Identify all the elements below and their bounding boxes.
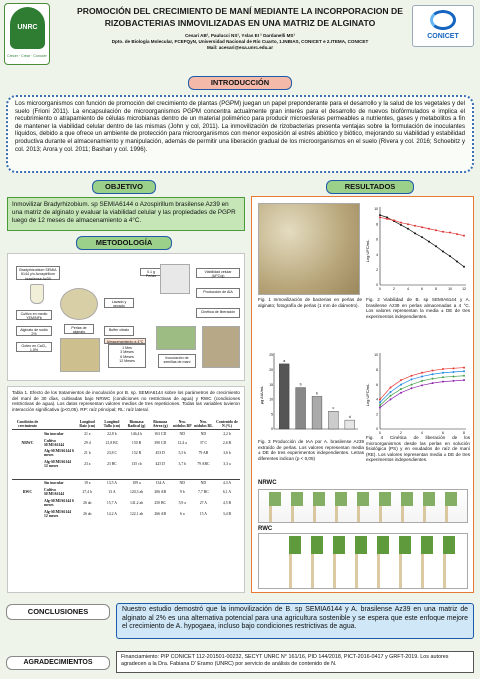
petri-photo [160,264,190,294]
unrc-motto: Crecer · Crear · Conocer [7,54,47,58]
rwc-plants-photo [258,533,468,589]
table-cell: 453 D [155,451,165,456]
table-group-cell [12,448,43,459]
unrc-seal: UNRC [10,7,45,49]
x-tick-label: 6 [442,431,444,435]
table-header-cell: Contenido de N (%) [214,418,240,430]
fig4-chart [364,347,470,439]
x-tick-label: 0 [379,287,381,291]
data-point [432,378,434,380]
table-cell: 15,7 A [106,500,117,505]
data-point [432,370,434,372]
data-point [463,367,465,369]
fig4-ylabel: Log UFC/mL [365,383,370,407]
data-point [435,229,437,231]
data-point [421,226,423,228]
nrwc-plants-photo [258,489,468,523]
table-group-cell: RWC [22,490,33,495]
table-cell: 2,6 B [222,440,232,445]
table-cell: 3,3 a [223,462,231,467]
table-cell: ND [193,480,214,487]
table-cell: 152 B [131,451,142,456]
table-cell: 21 b [83,451,91,456]
data-point [379,216,381,218]
x-tick-label: 6 [421,287,423,291]
fig2-marks [374,207,466,291]
data-point [456,260,458,262]
data-point [411,387,413,389]
data-point [432,382,434,384]
bar [345,420,355,429]
y-tick-label: 0 [376,427,378,432]
fig2-caption: Fig. 2 Viabilidad de B. sp SEMIA6144 y A. brasilense Az39 en perlas almacenadas a 4 °C. Los valores representan la media ± DE de tres experimentos independientes. [366,297,470,319]
photo-label-rwc: RWC [258,526,273,532]
data-point [428,228,430,230]
table-cell: 21 a [84,431,91,436]
table-cell: 26 ab [83,511,92,516]
table-cell: 5,9 a [178,500,186,505]
table-row [12,459,240,470]
seedlings-photo [156,326,196,350]
data-point [390,395,392,397]
data-point [449,255,451,257]
data-point [411,378,413,380]
table-cell: 122,1 ab [129,511,144,516]
table-cell: 23 a [84,462,91,467]
y-tick-label: 6 [376,237,378,242]
conicet-name: CONICET [427,33,459,40]
fig1-caption: Fig. 1 Inmovilización de bacterias en perlas de alginato; fotografía de perlas (1 mm de diámetro). [258,297,362,308]
photo-label-nrwc: NRWC [258,480,277,486]
y-tick-label: 10 [374,207,378,212]
data-point [421,384,423,386]
table-cell: 13 A [108,490,116,495]
table-cell: 14,2 A [106,511,117,516]
method-release: Cinética de liberación [196,308,240,318]
affiliation: Dpto. de Biología Molecular, FCEFQyN, Universidad Nacional de Río Cuarto, 1.INBIAS, CONICET e 2.ITEMA, CONICET [111,39,369,44]
table-cell: 27 A [199,500,208,505]
table-cell: 206 AB [154,490,167,495]
data-point [421,380,423,382]
data-point [379,404,381,406]
fig4-caption: Fig. 4 Cinética de liberación de los microorganismos desde las perlas en solución fisiológica (PS) y en exudados de raíz de maní (RE). Los valores representan media ± DE de tres experimentos independientes. [366,435,470,462]
y-tick-label: 20 [269,368,273,372]
y-tick-label: 10 [269,397,273,402]
table-cell: 120,3 ab [129,490,144,495]
section-objetivo: OBJETIVO [92,180,156,194]
table-cell: 27,4 b [82,490,93,495]
table-group-cell [12,498,43,509]
data-point [428,241,430,243]
data-point [442,368,444,370]
data-point [453,375,455,377]
fig3-ylabel: µg AIA/mL [259,385,264,405]
table-cell: ND [200,431,207,436]
table-cell: 29 d [83,440,91,445]
table-cell: 23,8 C [106,451,117,456]
nrwc-roots [269,506,459,522]
table-group-cell: NRWC [21,440,34,445]
bar-letter-label: b [316,391,318,396]
fig3-marks [269,353,355,431]
table-cell: Alg-SEMIA6144 12 meses [44,509,72,518]
data-point [414,225,416,227]
table-header-cell: Nro. nódulos RP [172,419,192,428]
table-header-row [12,418,240,430]
table-cell: 3,7 b [178,462,187,467]
beads-photo [60,288,98,320]
table-cell: 12,4 a [177,440,187,445]
data-point [379,401,381,403]
data-point [463,375,465,377]
series-line [380,215,464,267]
method-iaa: Producción de AIA [196,288,240,298]
section-agradecimientos: AGRADECIMIENTOS [6,656,110,670]
data-point [442,372,444,374]
data-point [393,219,395,221]
data-point [463,235,465,237]
table-cell: 4,3 A [214,480,240,487]
table-cell: 266 AB [154,511,167,516]
agradecimientos-text: Financiamiento: PIP CONICET 112-201501-00232, SECYT UNRC N° 161/16, PID 144/2018, PICT-2016-0417 y GRFT-2019. Los autores agradecen a la Dra. Fabiana D' Eramo (UNRC) por servicio de análisis de contenido de N. [116,651,474,673]
table-cell: 141,2 ab [129,500,144,505]
x-tick-label: 8 [463,431,465,435]
table-cell: 79 AB [198,451,209,456]
table-spacer-row [12,519,240,529]
table-cell: Cultivo SEMIA6144 [44,488,65,497]
series-line [380,380,464,407]
table-body [12,430,240,529]
table-caption: Tabla 1. Efecto de los tratamientos de inoculación por B. sp. SEMIA6144 sobre los parámetros de crecimiento del maní de 30 días, cultivadas bajo NRWC (condiciones no restrictivas de agua) y RWC (condiciones restrictivas de agua). Los datos representan valores medios de tres repeticiones. Todas las variables tuvieron interacción significativa (p<0,05). RP: raíz principal; RL: raíz lateral. [12,390,240,412]
data-point [463,266,465,268]
objetivo-text: Inmovilizar Bradyrhizobium. sp SEMIA6144 o Azospirillum brasilense Az39 en una matriz de alginato y evaluar la viabilidad celular y las propiedades de PGPR luego de 12 meses de almacenamiento a 4°C. [7,197,245,231]
results-panel [251,196,474,593]
table-cell: 5,5 b [178,451,187,456]
rwc-leaves [289,536,459,554]
fig2-ylabel: Log UFC/mL [365,239,370,263]
y-tick-label: 4 [376,397,378,402]
section-intro: INTRODUCCIÓN [188,76,292,90]
table-cell: 9 b [179,490,185,495]
bar-letter-label: a [283,358,286,363]
method-plants: Inoculación de semillas de maní [158,354,196,368]
x-tick-label: 12 [462,287,466,291]
y-tick-label: 4 [376,252,378,257]
data-point [407,223,409,225]
table-header-cell [43,418,75,430]
table-cell: 425 D [155,462,165,467]
y-tick-label: 0 [271,427,273,432]
section-metodologia: METODOLOGÍA [76,236,172,250]
x-tick-label: 4 [407,287,409,291]
table-cell: Alg-SEMIA6144 12 meses [44,460,72,469]
table-cell: 79 ABC [197,462,210,467]
table-cell: 150 B [131,440,142,445]
conicet-logo [412,5,474,47]
table-cell: 23 BC [107,462,117,467]
table-cell: 19 a [75,480,100,487]
table-cell: ND [172,480,193,487]
bar [279,364,289,429]
x-tick-label: 2 [393,287,395,291]
table-cell: Sin inocular [44,431,64,436]
table-row [12,487,240,498]
table-header-cell: Biomasa Aérea (g) [149,418,172,430]
results-table [12,418,240,529]
data-point [400,224,402,226]
table-group-cell [12,508,43,519]
data-point [386,218,388,220]
data-point [411,375,413,377]
table-cell: 134 A [149,480,172,487]
table-cell: 3,4 B [222,511,232,516]
x-tick-label: 10 [448,287,452,291]
table-cell: 26 ab [83,500,92,505]
table-cell: 109 a [124,480,148,487]
data-point [379,398,381,400]
x-tick-label: 8 [435,287,437,291]
y-tick-label: 8 [376,222,378,227]
table-cell: 4,5 B [222,500,232,505]
table-row [12,430,240,437]
table-cell: 390 CD [154,440,167,445]
x-tick-label: 4 [421,431,423,435]
data-point [414,232,416,234]
method-mix: Alginato de sodio 2% [16,326,52,336]
table-header-cell: Longitud Tallo (cm) [100,418,125,430]
data-point [435,245,437,247]
authors-block [62,33,418,51]
table-row [12,508,240,519]
bar [328,411,338,429]
y-tick-label: 2 [376,268,378,272]
data-point [411,384,413,386]
bar [312,396,322,429]
table-cell: 2,2 b [223,431,231,436]
data-point [390,391,392,393]
table-header-cell: Nro. nódulos RL [193,419,213,428]
method-viability: Viabilidad celular (UFC/g) [196,268,240,278]
y-tick-label: 8 [376,368,378,372]
data-point [449,232,451,234]
data-point [421,375,423,377]
method-strains: Bradyrhizobium SEMIA 6144 y/o Azospirillum brasilense Az39 [16,266,60,280]
conicet-mark-icon [430,10,456,30]
fig3-chart [258,347,362,439]
table-header-cell: Longitud Raíz (cm) [75,418,100,430]
nrwc-leaves [269,492,459,506]
dried-beads-photo [60,338,100,372]
method-drip: Goteo en CaCl₂ 1.5% [16,342,52,352]
bar-letter-label: b [299,382,302,387]
section-resultados: RESULTADOS [326,180,414,194]
data-point [442,376,444,378]
flask-icon [30,284,44,304]
table-group-cell [12,459,43,470]
fig4-marks [374,353,465,435]
poster-title: PROMOCIÓN DEL CRECIMIENTO DE MANÍ MEDIANTE LA INCORPORACION DE RIZOBACTERIAS INMOVILIZADAS EN UNA MATRIZ DE ALGINATO [77,6,403,28]
data-point [421,236,423,238]
data-point [390,398,392,400]
data-point [400,379,402,381]
unrc-logo [4,3,50,65]
table-spacer-row [12,470,240,480]
method-months: 1 Mes 3 Meses 6 Meses 12 Meses [108,344,146,368]
data-point [453,367,455,369]
table-cell: 13,5 A [100,480,125,487]
rwc-roots [289,554,459,588]
table-row [12,437,240,448]
data-point [453,371,455,373]
table-cell: 163 CD [154,431,167,436]
table-cell: ND [179,431,186,436]
method-beads: Perlas de alginato [64,324,94,334]
table-row [12,480,240,487]
fig2-chart [364,201,470,297]
data-point [463,370,465,372]
table-cell: Alg-SEMIA6144 6 meses [44,449,74,458]
data-point [453,380,455,382]
table-cell: 15 A [199,511,208,516]
data-point [379,407,381,409]
table-group-cell [12,480,43,487]
table-cell: Sin inocular [43,480,75,487]
table-cell: 250 BC [154,500,167,505]
data-point [400,392,402,394]
data-point [463,379,465,381]
method-panel [7,253,245,381]
method-culture: Cultivo en medio YEM/NFb [16,310,52,320]
table-header-cell: Condición de crecimiento [12,418,43,430]
table-group-cell [12,430,43,437]
table-cell: 37 C [199,440,208,445]
method-buffer: Buffer citrato [104,326,134,336]
table-row [12,448,240,459]
y-tick-label: 10 [374,353,378,358]
data-point [407,228,409,230]
data-point [432,373,434,375]
table-cell: Cultivo SEMIA6144 [44,438,65,447]
table-header-cell: Biomasa Radical (g) [124,418,148,430]
table-cell: 3,6 b [223,451,231,456]
table-cell: 146,4 b [130,431,143,436]
table-cell: 6 a [180,511,185,516]
bar [296,388,306,429]
table-row [12,498,240,509]
data-point [442,231,444,233]
y-tick-label: 5 [271,412,273,417]
data-point [390,387,392,389]
x-tick-label: 2 [400,431,402,435]
method-grams: 0.1 g Perlas [140,268,162,276]
data-point [379,214,381,216]
x-tick-label: 0 [379,431,381,435]
y-tick-label: 0 [376,283,378,288]
authors: Cesari AB¹, Paulucci NS¹, Yslas EI ² Dardanelli MS¹ [184,33,296,38]
section-conclusiones: CONCLUSIONES [6,604,110,620]
data-point [442,381,444,383]
fig3-caption: Fig. 3 Producción de IAA por A. brasilense Az39 extraído de perlas. Los valores representan media ± DE de tres experimentos independientes. Letras diferentes indican (p < 0,05) [258,439,364,461]
data-point [400,384,402,386]
table-cell: 7,7 BC [198,490,209,495]
table-cell: 21,8 BC [105,440,119,445]
conclusiones-text: Nuestro estudio demostró que la inmovilización de B. sp SEMIA6144 y A. brasilense Az39 en una matriz de alginato al 2% es una alternativa potencial para una agricultura sostenible y se espera que este enfoque mejore el crecimiento de A. hypogaea, incluso bajo condiciones restrictivas de agua. [116,603,474,639]
y-tick-label: 2 [376,412,378,417]
method-wash: Lavado y secado [104,298,134,308]
table-cell: 6,1 A [222,490,232,495]
bar-letter-label: c [332,406,335,411]
table-cell: Alg-SEMIA6144 6 meses [44,498,74,507]
data-point [400,388,402,390]
bar-letter-label: d [348,415,351,420]
y-tick-label: 25 [269,353,273,358]
table-cell: 22,8 b [107,431,117,436]
data-point [400,222,402,224]
table-cell: 135 cb [131,462,142,467]
data-point [456,233,458,235]
table-panel [7,386,245,593]
fig1-beads-photo [258,203,360,295]
y-tick-label: 6 [376,382,378,387]
data-point [442,251,444,253]
y-tick-label: 15 [269,382,273,387]
method-storage: Almacenamiento a 4°C [104,338,146,344]
intro-text: Los microorganismos con función de promoción del crecimiento de plantas (PGPM) juegan un papel preponderante para el desarrollo y la salud de los vegetales y del suelo (Frioni 2011). La encapsulación de microorganismos PGPM concentra actualmente gran interés para el desarrollo de nuevos biofórmulados e implica el recubrimiento o atrapamiento de células microbianas dentro de un material polimérico para producir microesferas permeables a nutrientes, gases y metabolitos a fin de mantener la viabilidad celular dentro de las mismas (John y col, 2011). La inmovilización de rizobacterias presenta ventajas sobre la formulación de inoculantes líquidos, debido a que ofrece un ambiente de protección para microorganismos con menor exposición al estrés abiótico y biótico, mejorando su viabilidad y estabilidad productiva durante el almacenamiento y manipulación, además de permitir una liberación gradual de los microorganismos en el suelo (Rivera y col. 2016; Schoebitz y col. 2013; Arora y col. 2011; Bashan y col. 1996). [6,95,474,173]
email: Mail: acesari@exa.unrc.edu.ar [206,45,273,50]
data-point [421,372,423,374]
pots-photo [202,326,240,368]
